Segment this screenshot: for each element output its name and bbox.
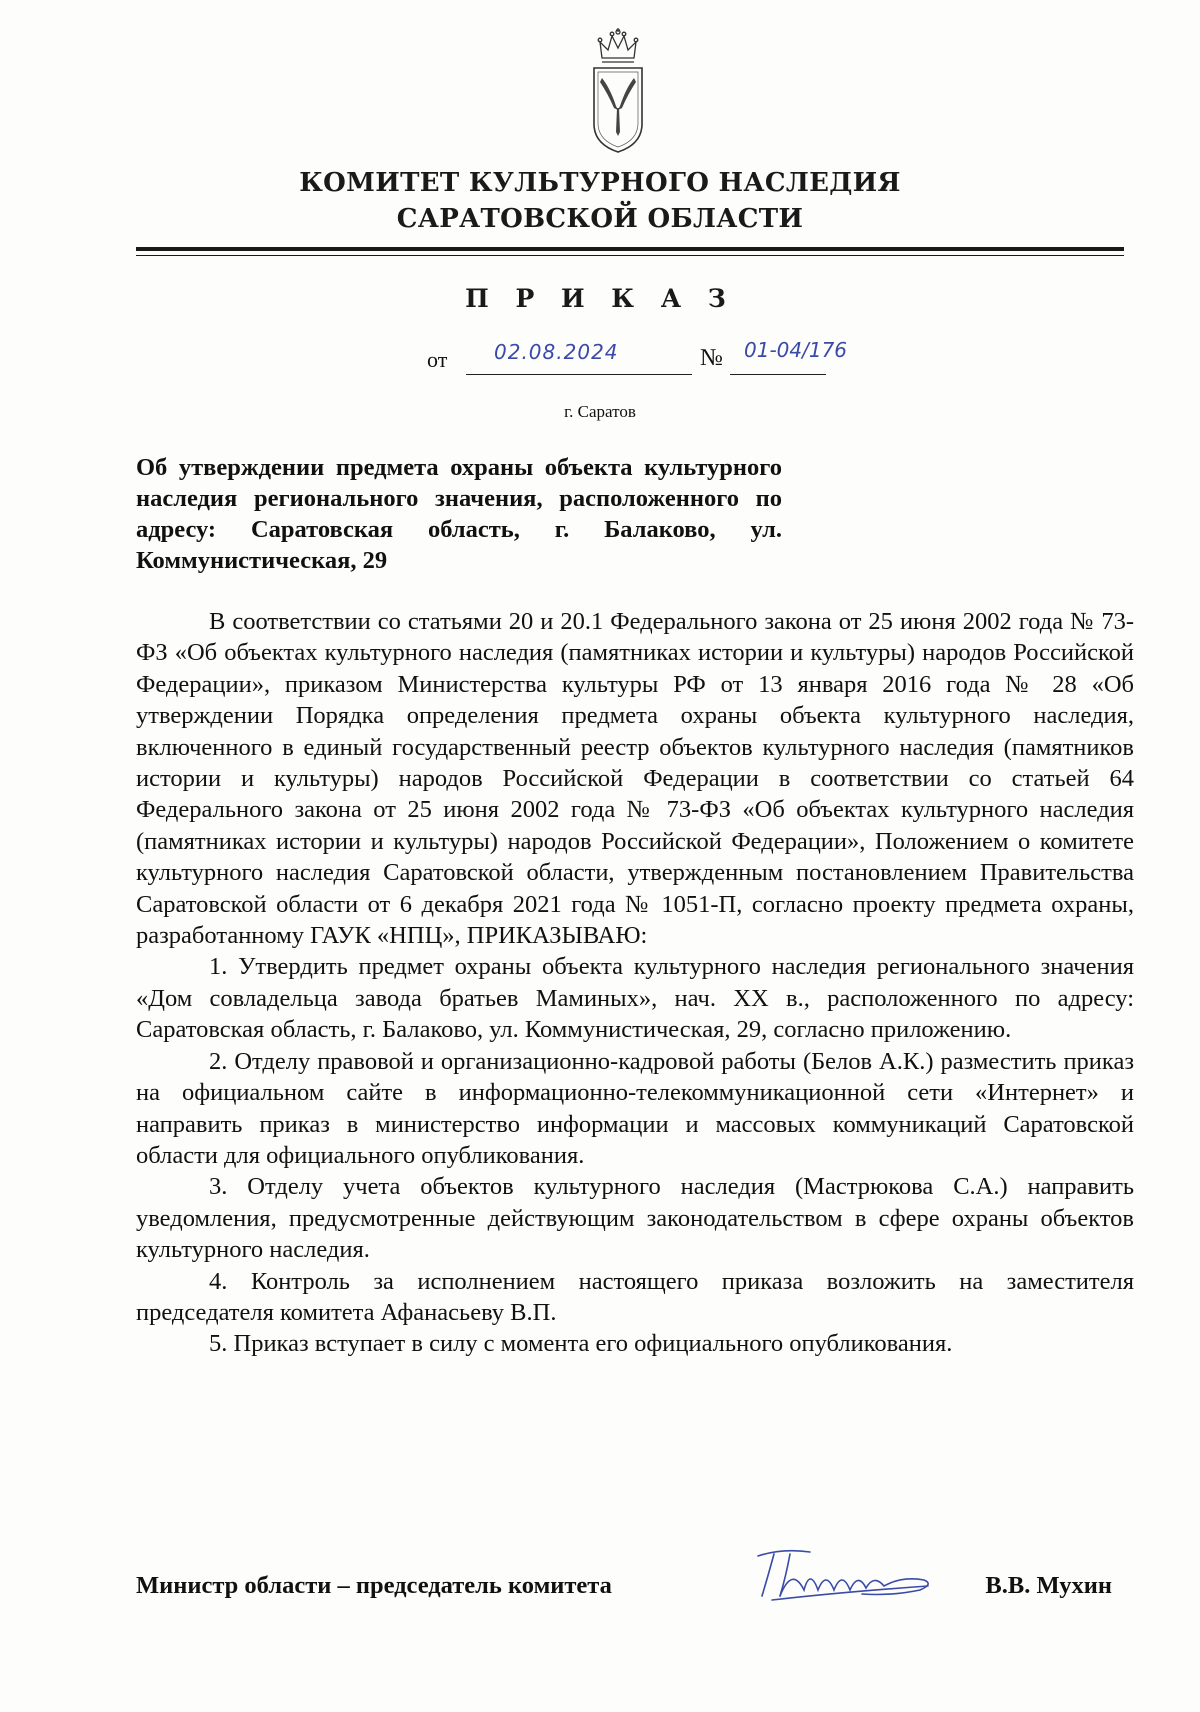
order-item-4: 4. Контроль за исполнением настоящего приказа возложить на заместителя председателя комитета Афанасьеву В.П. (136, 1267, 1134, 1326)
order-item-5: 5. Приказ вступает в силу с момента его официального опубликования. (209, 1330, 953, 1358)
order-item-1: 1. Утвердить предмет охраны объекта культурного наследия регионального значения «Дом совладельца завода братьев Маминых», нач. XX в., расположенного по адресу: Саратовская область, г. Балаково, ул. Коммунистическая, 29, согласно приложению. (136, 953, 1134, 1044)
number-underline (730, 374, 826, 375)
signer-name: В.В. Мухин (985, 1572, 1112, 1599)
organization-name-line-1: КОМИТЕТ КУЛЬТУРНОГО НАСЛЕДИЯ (299, 168, 901, 198)
document-body (136, 606, 1134, 1360)
organization-name-line-2: САРАТОВСКОЙ ОБЛАСТИ (396, 204, 804, 234)
preamble-paragraph: В соответствии со статьями 20 и 20.1 Федерального закона от 25 июня 2002 года № 73-ФЗ «Об объектах культурного наследия (памятниках истории и культуры) народов Российской Федерации», приказом Министерства культуры РФ от 13 января 2016 года № 28 «Об утверждении Порядка определения предмета охраны объекта культурного наследия, включенного в единый государственный реестр объектов культурного наследия (памятников истории и культуры) народов Российской Федерации в соответствии со статьей 64 Федерального закона от 25 июня 2002 года № 73-ФЗ «Об объектах культурного наследия (памятниках истории и культуры) народов Российской Федерации», Положением о комитете культурного наследия Саратовской области, утвержденным постановлением Правительства Саратовской области от 6 декабря 2021 года № 1051-П, согласно проекту предмета охраны, разработанному ГАУК «НПЦ», ПРИКАЗЫВАЮ: (136, 608, 1134, 950)
order-item-2: 2. Отделу правовой и организационно-кадровой работы (Белов А.К.) разместить приказ на официальном сайте в информационно-телекоммуникационной сети «Интернет» и направить приказ в министерство информации и массовых коммуникаций Саратовской области для официального опубликования. (136, 1047, 1134, 1169)
document-title: Об утверждении предмета охраны объекта культурного наследия регионального значения, расположенного по адресу: Саратовская область, г. Балаково, ул. Коммунистическая, 29 (136, 454, 782, 574)
issue-city: г. Саратов (564, 402, 636, 421)
number-label: № (700, 345, 723, 371)
document-type: П Р И К А З (465, 284, 735, 313)
handwritten-number: 01-04/176 (744, 338, 848, 362)
date-underline (466, 374, 692, 375)
order-item-3: 3. Отделу учета объектов культурного наследия (Мастрюкова С.А.) направить уведомления, предусмотренные действующим законодательством в сфере охраны объектов культурного наследия. (136, 1173, 1134, 1264)
date-label: от (427, 347, 448, 372)
header-divider-thick (136, 247, 1124, 251)
handwritten-signature (752, 1546, 940, 1606)
saratov-coat-of-arms-icon (588, 28, 648, 156)
signer-position: Министр области – председатель комитета (136, 1572, 612, 1599)
header-divider-thin (136, 255, 1124, 256)
handwritten-date: 02.08.2024 (494, 340, 619, 364)
